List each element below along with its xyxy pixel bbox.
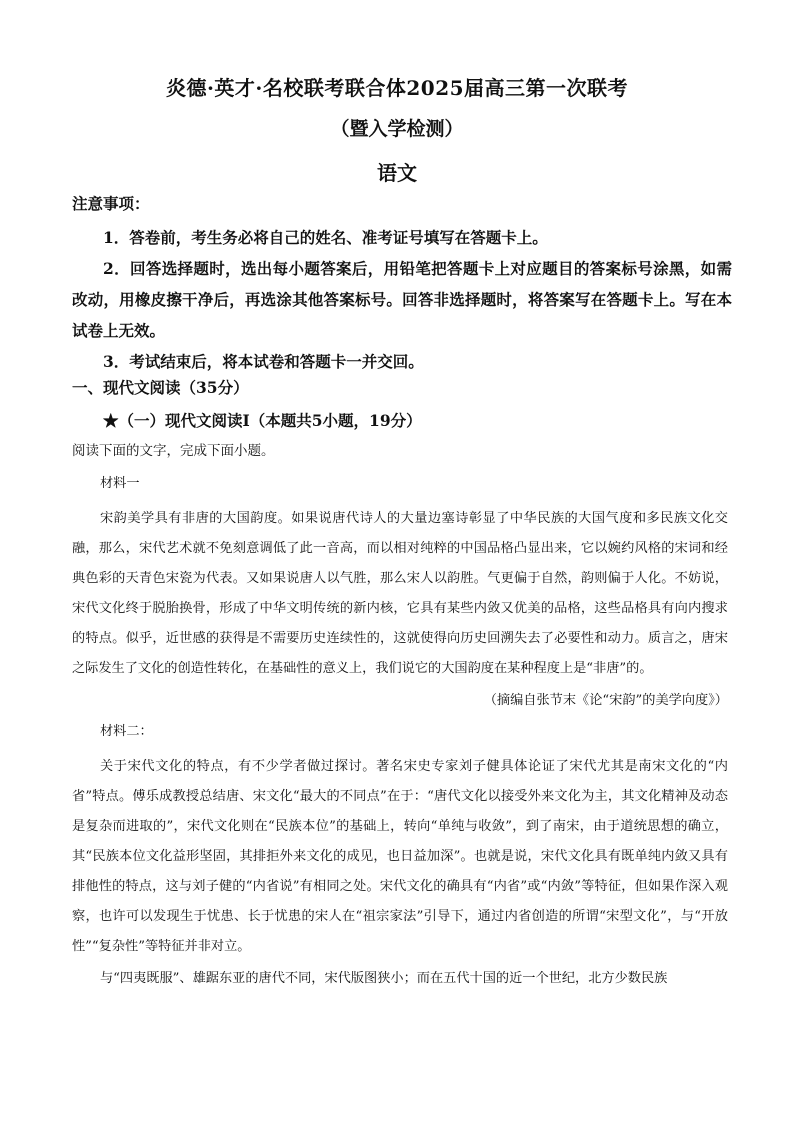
material-paragraph: 关于宋代文化的特点，有不少学者做过探讨。著名宋史专家刘子健具体论证了宋代尤其是南宋文化的“内省”特点。傅乐成教授总结唐、宋文化“最大的不同点”在于：“唐代文化以接受外来文化为主，其文化精神及动态是复杂而进取的”，宋代文化则在“民族本位”的基础上，转向“单纯与收敛”，到了南宋，由于道统思想的确立，其“民族本位文化益形坚固，其排拒外来文化的成见，也日益加深”。也就是说，宋代文化具有既单纯内敛又具有排他性的特点，这与刘子健的“内省说”有相同之处。宋代文化的确具有“内省”或“内敛”等特征，但如果作深入观察，也许可以发现生于忧患、长于忧患的宋人在“祖宗家法”引导下，通过内省创造的所谓“宋型文化”，与“开放性”“复杂性”等特征并非对立。 — [72, 759, 728, 954]
notes-heading: 注意事项： — [72, 194, 150, 213]
notes-item: 2．回答选择题时，选出每小题答案后，用铅笔把答题卡上对应题目的答案标号涂黑，如需改动，用橡皮擦干净后，再选涂其他答案标号。回答非选择题时，将答案写在答题卡上。写在本试卷上无效。 — [72, 259, 732, 340]
material-paragraph: 宋韵美学具有非唐的大国韵度。如果说唐代诗人的大量边塞诗彰显了中华民族的大国气度和多民族文化交融，那么，宋代艺术就不免刻意调低了此一音高，而以相对纯粹的中国品格凸显出来，它以婉约风格的宋词和经典色彩的天青色宋瓷为代表。又如果说唐人以气胜，那么宋人以韵胜。气更偏于自然，韵则偏于人化。不妨说，宋代文化终于脱胎换骨，形成了中华文明传统的新内核，它具有某些内敛又优美的品格，这些品格具有向内搜求的特点。似乎，近世感的获得是不需要历史连续性的，这就使得向历史回溯失去了必要性和动力。质言之，唐宋之际发生了文化的创造性转化，在基础性的意义上，我们说它的大国韵度在某种程度上是“非唐”的。 — [72, 511, 728, 676]
notes-section — [72, 194, 732, 377]
reading-instruction: 阅读下面的文字，完成下面小题。 — [72, 443, 275, 459]
notes-item: 3．考试结束后，将本试卷和答题卡一并交回。 — [103, 352, 424, 371]
exam-subtitle: （暨入学检测） — [330, 118, 464, 140]
exam-title: 炎德·英才·名校联考联合体2025届高三第一次联考 — [165, 76, 629, 100]
material-label: 材料一 — [100, 476, 140, 491]
material-source: （摘编自张节末《论“宋韵”的美学向度》） — [483, 693, 728, 708]
reading-passage — [72, 474, 728, 994]
section-heading: 一、现代文阅读（35分） — [72, 378, 249, 397]
material-paragraph: 与“四夷既服”、雄踞东亚的唐代不同，宋代版图狭小；而在五代十国的近一个世纪，北方少数民族 — [100, 971, 668, 986]
subsection-heading: ★（一）现代文阅读Ⅰ（本题共5小题，19分） — [103, 411, 422, 430]
exam-subject: 语文 — [377, 161, 417, 185]
notes-item: 1．答卷前，考生务必将自己的姓名、准考证号填写在答题卡上。 — [103, 228, 548, 247]
material-label: 材料二： — [100, 724, 153, 739]
